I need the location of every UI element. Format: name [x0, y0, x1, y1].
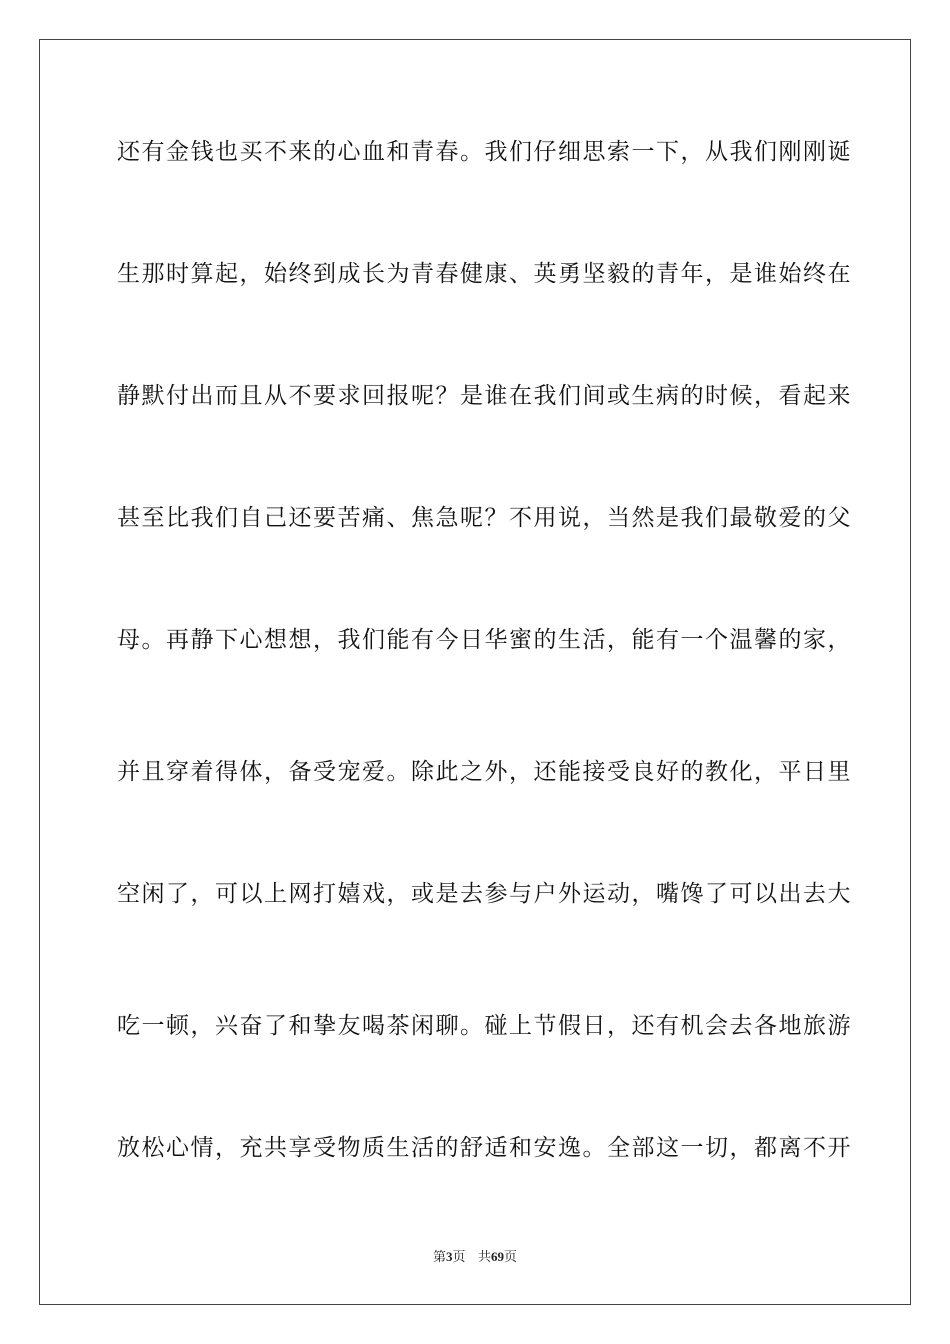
body-text-line-6: 并且穿着得体，备受宠爱。除此之外，还能接受良好的教化，平日里	[117, 759, 852, 785]
body-text-line-2: 生那时算起，始终到成长为青春健康、英勇坚毅的青年，是谁始终在	[117, 261, 852, 287]
body-text-line-7: 空闲了，可以上网打嬉戏，或是去参与户外运动，嘴馋了可以出去大	[117, 881, 852, 907]
page-border	[39, 39, 911, 1305]
body-text-line-3: 静默付出而且从不要求回报呢？是谁在我们间或生病的时候，看起来	[117, 383, 852, 409]
footer-total-prefix: 共	[477, 1250, 491, 1265]
footer-total-suffix: 页	[503, 1250, 517, 1265]
body-text-line-1: 还有金钱也买不来的心血和青春。我们仔细思索一下，从我们刚刚诞	[117, 139, 852, 165]
footer-current-page: 3	[446, 1249, 453, 1264]
body-text-line-5: 母。再静下心想想，我们能有今日华蜜的生活，能有一个温馨的家，	[117, 627, 852, 653]
body-text-line-4: 甚至比我们自己还要苦痛、焦急呢？不用说，当然是我们最敬爱的父	[117, 505, 852, 531]
page-footer	[0, 1246, 950, 1265]
body-text-line-9: 放松心情，充共享受物质生活的舒适和安逸。全部这一切，都离不开	[117, 1135, 852, 1161]
body-text-line-8: 吃一顿，兴奋了和挚友喝茶闲聊。碰上节假日，还有机会去各地旅游	[117, 1013, 852, 1039]
footer-total-pages: 69	[490, 1249, 504, 1264]
footer-page-suffix: 页	[452, 1250, 466, 1265]
footer-page-prefix: 第	[433, 1250, 447, 1265]
